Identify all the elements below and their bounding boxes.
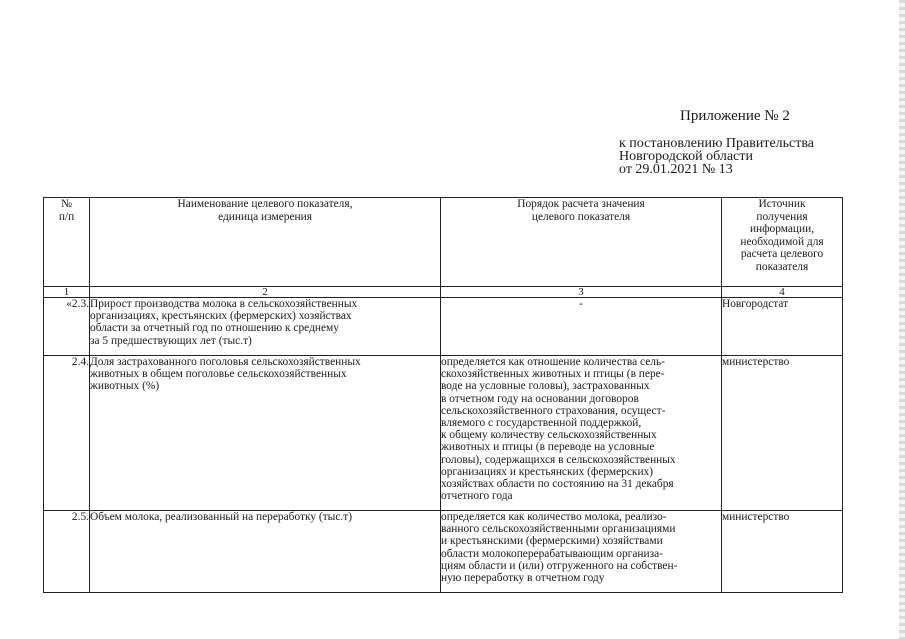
table-row bbox=[44, 511, 843, 593]
calculation-method: определяется как отношение количества сель- скохозяйственных животных и птицы (в пере- воде на условные головы), застрахованных в отчетном году на основании договоров сельскохозяйственного страхования, осущест- вляемого с государственной поддержкой, к общему количеству сельскохозяйственных животных и птицы (в переводе на условные головы), содержащихся в сельскохозяйственных организациях и крестьянских (фермерских) хозяйствах области по состоянию на 31 декабря отчетного года bbox=[441, 356, 722, 511]
table-row bbox=[44, 356, 843, 511]
resolution-line: к постановлению Правительства bbox=[619, 136, 815, 151]
header-information-source: Источник получения информации, необходимой для расчета целевого показателя bbox=[722, 198, 843, 287]
column-number: 2 bbox=[90, 287, 441, 298]
header-indicator-name: Наименование целевого показателя, единица измерения bbox=[90, 198, 441, 287]
column-number: 1 bbox=[44, 287, 90, 298]
resolution-line: от 29.01.2021 № 13 bbox=[619, 162, 733, 177]
calculation-method: определяется как количество молока, реализо- ванного сельскохозяйственными организациями и крестьянскими (фермерскими) хозяйствами области молокоперерабатывающим организа- циям области и (или) отгруженного на собствен- ную переработку в отчетном году bbox=[441, 511, 722, 593]
column-number: 4 bbox=[722, 287, 843, 298]
document-header bbox=[619, 108, 889, 176]
indicator-name: Объем молока, реализованный на переработку (тыс.т) bbox=[90, 511, 441, 593]
row-number: 2.4. bbox=[44, 356, 90, 511]
table-row bbox=[44, 298, 843, 356]
resolution-line: Новгородской области bbox=[619, 149, 753, 164]
indicator-name: Прирост производства молока в сельскохозяйственных организациях, крестьянских (фермерских) хозяйствах области за отчетный год по отношению к среднему за 5 предшествующих лет (тыс.т) bbox=[90, 298, 441, 356]
calculation-method: - bbox=[441, 298, 722, 356]
scan-page-edge bbox=[899, 0, 905, 639]
column-number-row bbox=[44, 287, 843, 298]
table-header-row bbox=[44, 198, 843, 287]
header-calculation-method: Порядок расчета значения целевого показателя bbox=[441, 198, 722, 287]
indicators-table bbox=[43, 197, 843, 593]
resolution-reference bbox=[619, 137, 889, 176]
indicator-name: Доля застрахованного поголовья сельскохозяйственных животных в общем поголовье сельскохозяйственных животных (%) bbox=[90, 356, 441, 511]
row-number: «2.3. bbox=[44, 298, 90, 356]
appendix-title: Приложение № 2 bbox=[680, 108, 790, 124]
column-number: 3 bbox=[441, 287, 722, 298]
information-source: министерство bbox=[722, 356, 843, 511]
information-source: Новгородстат bbox=[722, 298, 843, 356]
row-number: 2.5. bbox=[44, 511, 90, 593]
header-num: № п/п bbox=[44, 198, 90, 287]
information-source: министерство bbox=[722, 511, 843, 593]
